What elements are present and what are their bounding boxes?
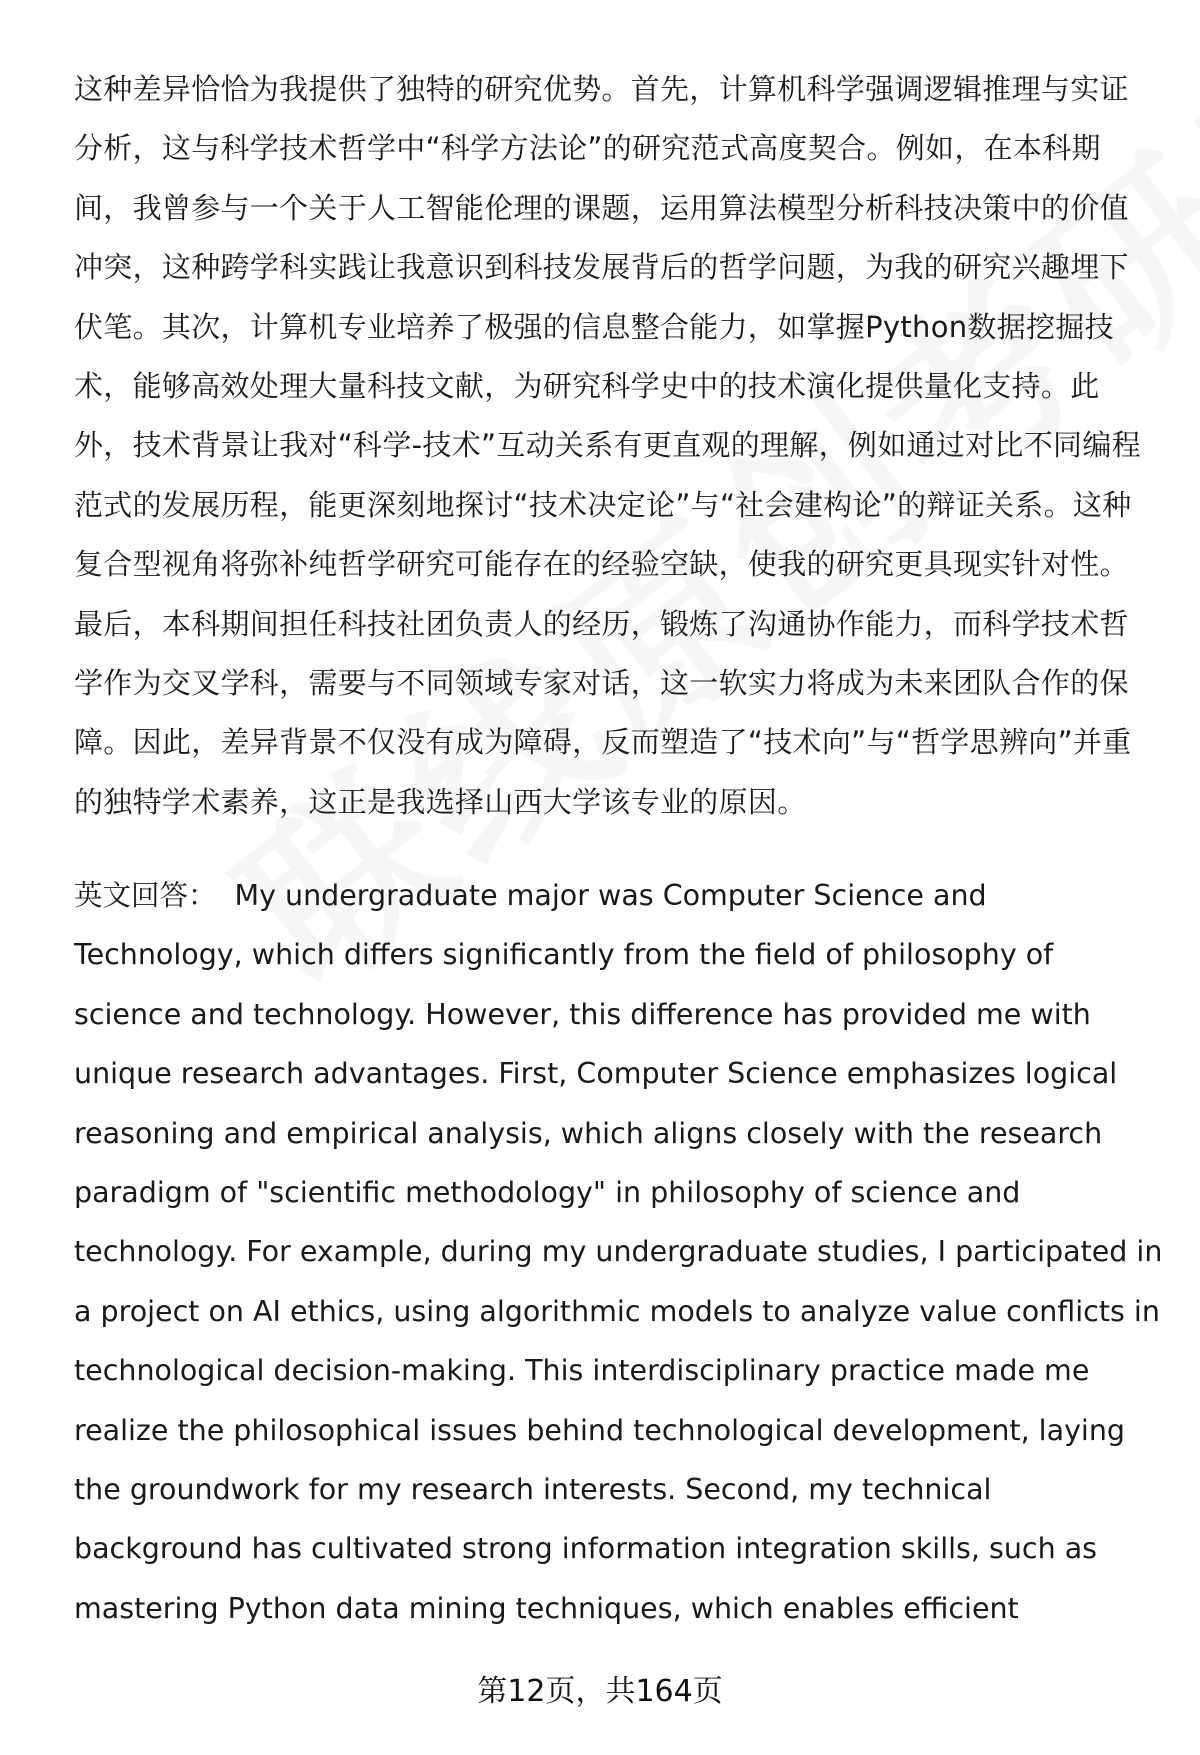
chinese-answer-paragraph: 这种差异恰恰为我提供了独特的研究优势。首先，计算机科学强调逻辑推理与实证分析，这与科学技术哲学中“科学方法论”的研究范式高度契合。例如，在本科期间，我曾参与一个关于人工智能伦理的课题，运用算法模型分析科技决策中的价值冲突，这种跨学科实践让我意识到科技发展背后的哲学问题，为我的研究兴趣埋下伏笔。其次，计算机专业培养了极强的信息整合能力，如掌握Python数据挖掘技术，能够高效处理大量科技文献，为研究科学史中的技术演化提供量化支持。此外，技术背景让我对“科学-技术”互动关系有更直观的理解，例如通过对比不同编程范式的发展历程，能更深刻地探讨“技术决定论”与“社会建构论”的辩证关系。这种复合型视角将弥补纯哲学研究可能存在的经验空缺，使我的研究更具现实针对性。最后，本科期间担任科技社团负责人的经历，锻炼了沟通协作能力，而科学技术哲学作为交叉学科，需要与不同领域专家对话，这一软实力将成为未来团队合作的保障。因此，差异背景不仅没有成为障碍，反而塑造了“技术向”与“哲学思辨向”并重的独特学术素养，这正是我选择山西大学该专业的原因。 (74, 72, 1141, 819)
english-answer-text: My undergraduate major was Computer Science and Technology, which differs significantly from the field of philosophy of science and technology. However, this difference has provided me with unique research advantages. First, Computer Science emphasizes logical reasoning and empirical analysis, which aligns closely with the research paradigm of "scientific methodology" in philosophy of science and technology. For example, during my undergraduate studies, I participated in a project on AI ethics, using algorithmic models to analyze value conflicts in technological decision-making. This interdisciplinary practice made me realize the philosophical issues behind technological development, laying the groundwork for my research interests. Second, my technical background has cultivated strong information integration skills, such as mastering Python data mining techniques, which enables efficient (74, 879, 1163, 1625)
page-number-footer: 第12页，共164页 (477, 1674, 723, 1709)
english-answer-label: 英文回答： (74, 879, 217, 912)
english-answer-paragraph (74, 866, 1164, 1638)
